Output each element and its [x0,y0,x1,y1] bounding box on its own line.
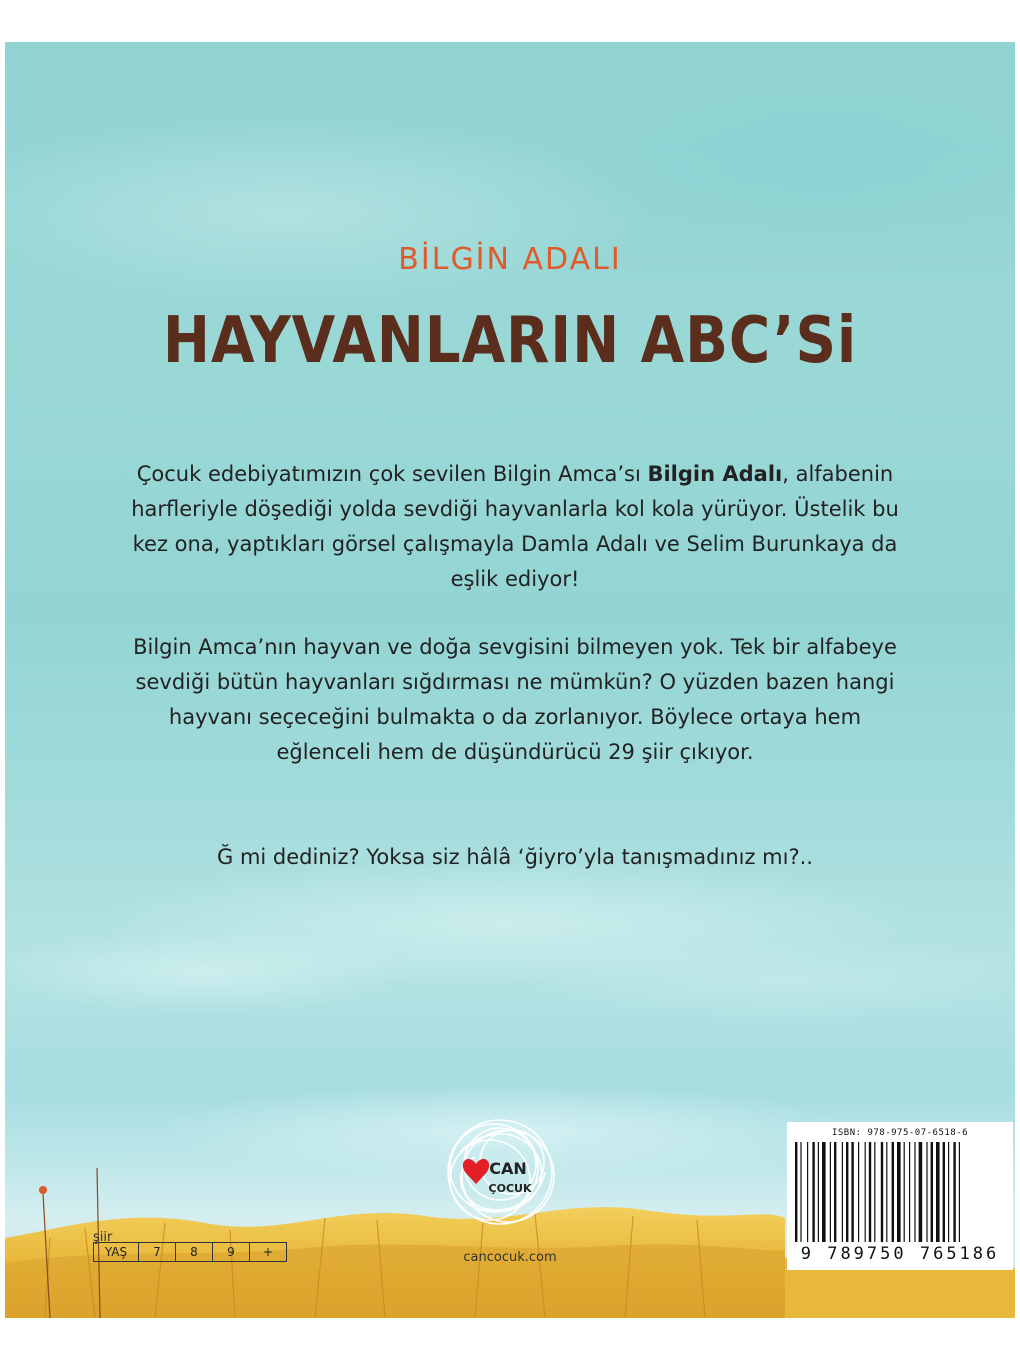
barcode-bar [919,1142,923,1242]
age-9: 9 [213,1243,250,1261]
age-7: 7 [139,1243,176,1261]
genre-label: şiir [93,1230,113,1245]
barcode-bar [914,1142,915,1242]
barcode-bar [886,1142,887,1242]
barcode-bar [926,1142,927,1242]
barcode-bar [842,1142,843,1242]
barcode [787,1122,1013,1270]
age-8: 8 [176,1243,213,1261]
barcode-bar [830,1142,831,1242]
barcode-bar [874,1142,875,1242]
blurb-author-bold: Bilgin Adalı [647,462,783,486]
blurb-paragraph-1 [120,457,910,597]
barcode-bar [869,1142,871,1242]
barcode-bar [812,1142,814,1242]
age-table [93,1242,287,1262]
barcode-bar [881,1142,883,1242]
barcode-bar [931,1142,933,1242]
barcode-bar [822,1142,826,1242]
publisher-logo [430,1102,570,1242]
barcode-bar [936,1142,940,1242]
blurb-paragraph-2: Bilgin Amca’nın hayvan ve doğa sevgisini bilmeyen yok. Tek bir alfabeye sevdiği bütün hayvanları sığdırması ne mümkün? O yüzden bazen hangi hayvanı seçeceğini bulmakta o da zorlanıyor. Böylece ortaya hem eğlenceli hem de düşündürücü 29 şiir çıkıyor. [133,635,897,764]
age-plus: + [262,1245,274,1259]
barcode-bar [800,1142,801,1242]
barcode-digits: 9 789750 765186 [800,1244,1000,1264]
blurb-p1-start: Çocuk edebiyatımızın çok sevilen Bilgin Amca’sı [136,462,648,486]
author-name: BİLGİN ADALI [398,242,622,277]
barcode-bar [865,1142,866,1242]
blurb-p1-end: , alfabenin harfleriyle döşediği yolda sevdiği hayvanlarla kol kola yürüyor. Üstelik bu kez ona, yaptıkları görsel çalışmayla Damla Adalı ve Selim Burunkaya da eşlik ediyor! [131,462,899,591]
book-title: HAYVANLARIN ABC’Si [162,304,858,378]
barcode-bar [858,1142,859,1242]
barcode-bars [795,1142,1005,1242]
barcode-bar [892,1142,894,1242]
barcode-bar [953,1142,955,1242]
isbn-text: ISBN: 978-975-07-6518-6 [831,1128,969,1138]
book-back-cover [5,42,1015,1318]
age-label: YAŞ [94,1243,139,1261]
barcode-bar [795,1142,797,1242]
barcode-bar [909,1142,910,1242]
barcode-bar [897,1142,901,1242]
barcode-bar [818,1142,819,1242]
barcode-bar [851,1142,853,1242]
barcode-bar [846,1142,848,1242]
barcode-bar [948,1142,949,1242]
barcode-bar [834,1142,836,1242]
barcode-bar [904,1142,905,1242]
barcode-bar [959,1142,960,1242]
barcode-bar [943,1142,945,1242]
barcode-bar [807,1142,808,1242]
publisher-website: cancocuk.com [463,1250,557,1265]
logo-text-can: CAN [489,1159,527,1178]
blurb-paragraph-3: Ğ mi dediniz? Yoksa siz hâlâ ‘ğiyro’yla tanışmadınız mı?.. [217,845,813,869]
logo-text-cocuk: ÇOCUK [488,1182,532,1195]
